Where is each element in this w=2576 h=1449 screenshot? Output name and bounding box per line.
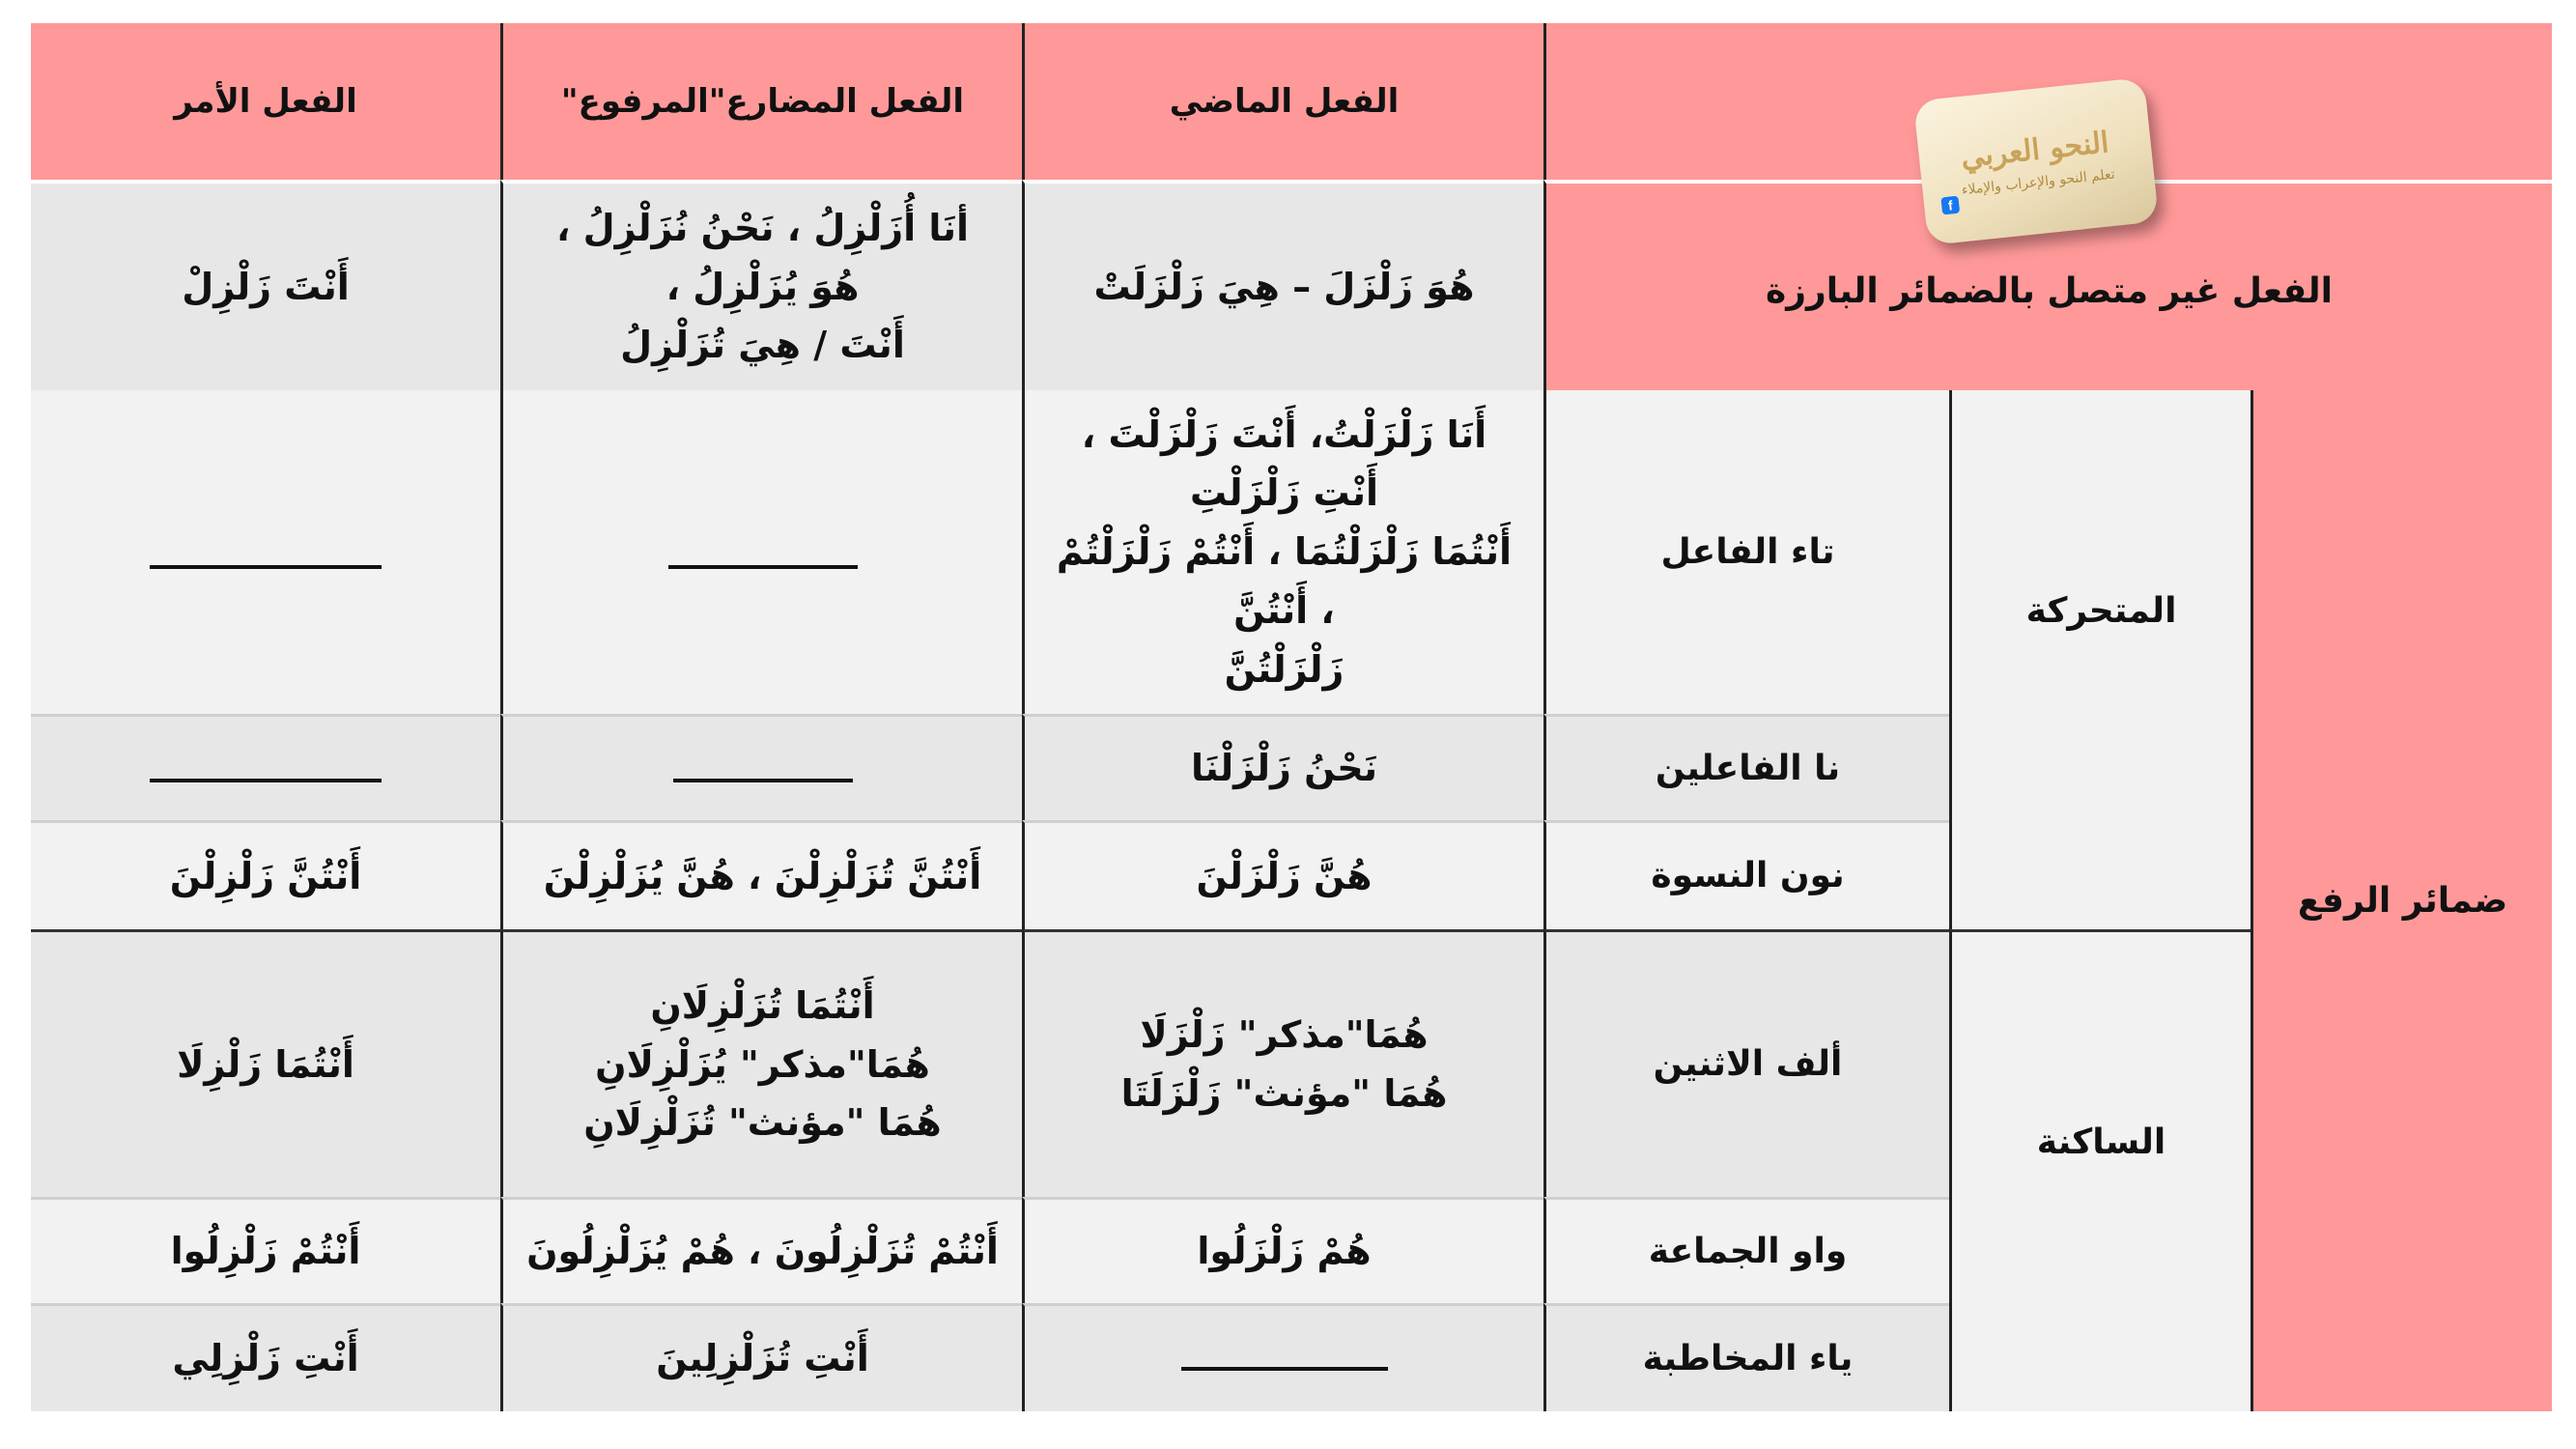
header-madi [1022, 23, 1543, 180]
alif-madi-line-1: هُمَا"مذكر" زَلْزَلَا [1140, 1013, 1429, 1057]
noon-label-text: نون النسوة [1651, 856, 1845, 896]
unattached-amr [31, 180, 500, 390]
taa-label-text: تاء الفاعل [1660, 531, 1835, 572]
alif-label-text: ألف الاثنين [1653, 1044, 1843, 1085]
alif-mudari-line-1: أَنْتُمَا تُزَلْزِلَانِ [650, 983, 875, 1027]
waw-amr [31, 1197, 500, 1303]
alif-mudari-line-2: هُمَا"مذكر" يُزَلْزِلَانِ [595, 1042, 930, 1086]
conjugation-table [31, 23, 2552, 1420]
yaa-mudari-text: أَنْتِ تُزَلْزِلِينَ [656, 1337, 869, 1380]
naa-amr [31, 714, 500, 820]
naa-madi [1022, 714, 1543, 820]
waw-label-text: واو الجماعة [1648, 1231, 1848, 1271]
unattached-mudari-line-2: أَنْتَ / هِيَ تُزَلْزِلُ [620, 324, 905, 367]
unattached-madi-text: هُوَ زَلْزَلَ – هِيَ زَلْزَلَتْ [1093, 265, 1475, 308]
header-amr [31, 23, 500, 180]
group-moving [1949, 390, 2250, 929]
unattached-mudari [500, 180, 1022, 390]
yaa-mudari [500, 1303, 1022, 1411]
empty-dash [668, 565, 858, 569]
logo-subtitle: تعلم النحو والإعراب والإملاء [1961, 166, 2116, 198]
naa-label-text: نا الفاعلين [1655, 748, 1841, 788]
group-moving-text: المتحركة [2025, 591, 2177, 632]
alif-madi-lines [1121, 1006, 1448, 1123]
noon-amr-text: أَنْتُنَّ زَلْزِلْنَ [169, 854, 362, 897]
alif-mudari-line-3: هُمَا "مؤنث" تُزَلْزِلَانِ [583, 1101, 942, 1145]
header-mudari [500, 23, 1022, 180]
waw-madi [1022, 1197, 1543, 1303]
unattached-madi [1022, 180, 1543, 390]
alif-mudari [500, 929, 1022, 1197]
noon-label [1543, 820, 1949, 929]
taa-mudari [500, 390, 1022, 714]
unattached-amr-text: أَنْتَ زَلْزِلْ [182, 265, 350, 308]
yaa-madi [1022, 1303, 1543, 1411]
empty-dash [150, 779, 382, 782]
noon-madi [1022, 820, 1543, 929]
alif-madi [1022, 929, 1543, 1197]
naa-madi-text: نَحْنُ زَلْزَلْنَا [1191, 747, 1377, 790]
alif-madi-line-2: هُمَا "مؤنث" زَلْزَلَتَا [1120, 1072, 1448, 1115]
taa-amr [31, 390, 500, 714]
alif-amr [31, 929, 500, 1197]
unattached-label-text: الفعل غير متصل بالضمائر البارزة [1766, 271, 2333, 312]
yaa-label [1543, 1303, 1949, 1411]
taa-madi-lines [1048, 406, 1520, 699]
empty-dash [1181, 1367, 1388, 1371]
noon-mudari-text: أَنْتُنَّ تُزَلْزِلْنَ ، هُنَّ يُزَلْزِلْنَ [543, 854, 982, 897]
header-mudari-text: الفعل المضارع"المرفوع" [560, 81, 965, 121]
group-main [2250, 390, 2552, 1411]
waw-madi-text: هُمْ زَلْزَلُوا [1197, 1230, 1372, 1273]
waw-amr-text: أَنْتُمْ زَلْزِلُوا [170, 1230, 361, 1273]
unattached-mudari-lines [526, 199, 999, 375]
header-amr-text: الفعل الأمر [174, 81, 357, 121]
taa-madi-line-3: زَلْزَلْتُنَّ [1224, 647, 1345, 691]
yaa-amr [31, 1303, 500, 1411]
naa-mudari [500, 714, 1022, 820]
alif-amr-text: أَنْتُمَا زَلْزِلَا [177, 1042, 354, 1086]
header-madi-text: الفعل الماضي [1169, 81, 1400, 121]
logo-mark: النحو العربي [1959, 125, 2110, 175]
empty-dash [673, 779, 853, 782]
noon-madi-text: هُنَّ زَلْزَلْنَ [1196, 854, 1373, 897]
empty-dash [150, 565, 382, 569]
facebook-icon: f [1940, 196, 1960, 215]
naa-label [1543, 714, 1949, 820]
noon-amr [31, 820, 500, 929]
taa-madi-line-2: أَنْتُمَا زَلْزَلْتُمَا ، أَنْتُمْ زَلْزَلْتُمْ ، أَنْتُنَّ [1056, 530, 1513, 632]
taa-madi-line-1: أَنَا زَلْزَلْتُ، أَنْتَ زَلْزَلْتَ ، أَنْتِ زَلْزَلْتِ [1081, 412, 1487, 515]
waw-label [1543, 1197, 1949, 1303]
brand-logo [1913, 77, 2159, 245]
waw-mudari-text: أَنْتُمْ تُزَلْزِلُونَ ، هُمْ يُزَلْزِلُونَ [526, 1230, 999, 1273]
alif-label [1543, 929, 1949, 1197]
taa-label [1543, 390, 1949, 714]
taa-madi [1022, 390, 1543, 714]
noon-mudari [500, 820, 1022, 929]
yaa-label-text: ياء المخاطبة [1642, 1338, 1854, 1378]
group-still-text: الساكنة [2036, 1122, 2166, 1163]
yaa-amr-text: أَنْتِ زَلْزِلِي [172, 1337, 359, 1380]
group-still [1949, 929, 2250, 1411]
unattached-mudari-line-1: أنَا أُزَلْزِلُ ، نَحْنُ نُزَلْزِلُ ، هُوَ يُزَلْزِلُ ، [556, 206, 969, 308]
group-main-text: ضمائر الرفع [2297, 880, 2508, 921]
waw-mudari [500, 1197, 1022, 1303]
alif-mudari-lines [583, 977, 942, 1152]
